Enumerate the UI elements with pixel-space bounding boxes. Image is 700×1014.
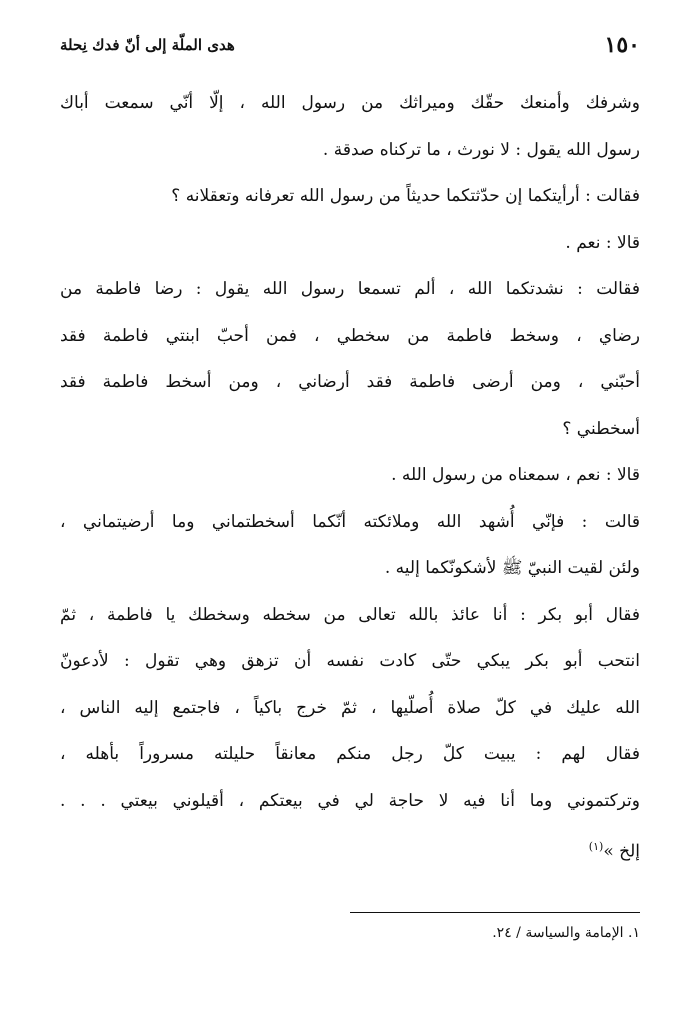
text-line: انتحب أبو بكر يبكي حتّى كادت نفسه أن تزهق وهي تقول : لأدعونّ [60, 651, 640, 671]
text-line: رسول الله يقول : لا نورث ، ما تركناه صدقة . [322, 139, 640, 160]
text-line: فقال أبو بكر : أنا عائذ بالله تعالى من سخطه وسخطك يا فاطمة ، ثمّ [60, 604, 640, 625]
text-line-content: إلخ » [603, 841, 640, 862]
page-header [60, 30, 640, 60]
text-line: قالا : نعم . [565, 232, 640, 253]
text-line: فقالت : نشدتكما الله ، ألم تسمعا رسول الله يقول : رضا فاطمة من [60, 279, 640, 299]
footnote-divider [350, 912, 640, 913]
footnote: ١. الإمامة والسياسة / ٢٤. [492, 925, 640, 941]
text-line: وتركتموني وما أنا فيه لا حاجة لي في بيعتكم ، أقيلوني بيعتي . . . [60, 790, 640, 811]
text-line: قالت : فإنّي أُشهد الله وملائكته أنّكما أسخطتماني وما أرضيتماني ، [60, 511, 640, 532]
text-line: قالا : نعم ، سمعناه من رسول الله . [391, 465, 640, 485]
text-line: ولئن لقيت النبيّ ﷺ لأشكونّكما إليه . [384, 558, 640, 578]
running-title: هدى الملّة إلى أنّ فدك نِحلة [60, 36, 235, 54]
text-line: رضاي ، وسخط فاطمة من سخطي ، فمن أحبّ ابنتي فاطمة فقد [60, 325, 640, 346]
text-line: أحبّني ، ومن أرضى فاطمة فقد أرضاني ، ومن أسخط فاطمة فقد [60, 372, 640, 392]
page-number: ١٥٠ [604, 32, 640, 58]
text-line: أسخطني ؟ [562, 418, 640, 439]
text-line: وشرفك وأمنعك حقّك وميراثك من رسول الله ، إلّا أنّي سمعت أباك [60, 93, 640, 113]
body-text [60, 80, 640, 875]
text-line: فقالت : أرأيتكما إن حدّثتكما حديثاً من رسول الله تعرفانه وتعقلانه ؟ [171, 186, 640, 206]
footnote-reference[interactable]: (١) [588, 840, 604, 853]
text-line-last [60, 824, 640, 875]
text-line: فقال لهم : يبيت كلّ رجل منكم معانقاً حليلته مسروراً بأهله ، [60, 744, 640, 764]
text-line: الله عليك في كلّ صلاة أُصلّيها ، ثمّ خرج باكياً ، فاجتمع إليه الناس ، [60, 697, 640, 718]
